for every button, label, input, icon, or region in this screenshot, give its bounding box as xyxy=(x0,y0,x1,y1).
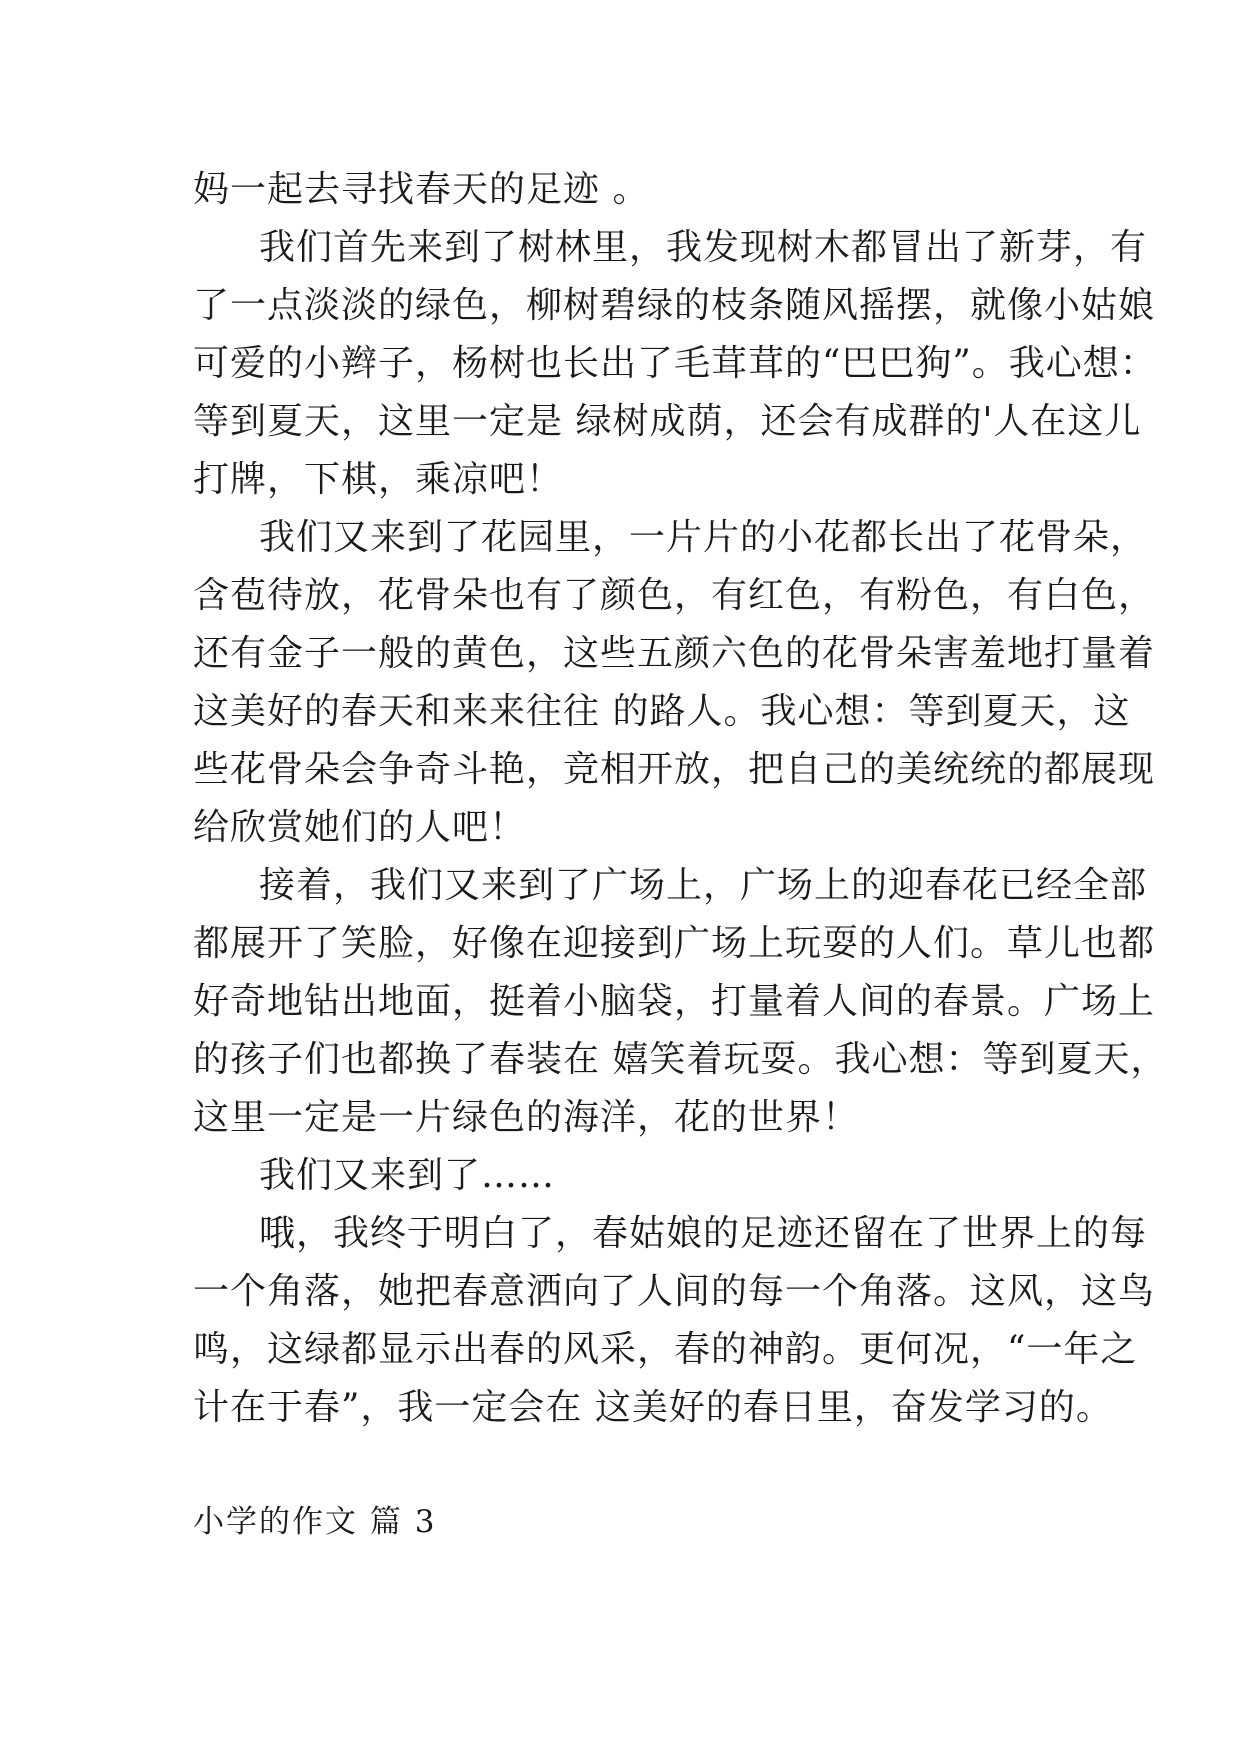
paragraph-line: 一个角落，她把春意洒向了人间的每一个角落。这风，这鸟 xyxy=(193,1271,1156,1312)
paragraph-line: 这美好的春天和来来往往 的路人。我心想：等到夏天，这 xyxy=(193,691,1131,732)
paragraph-line: 还有金子一般的黄色，这些五颜六色的花骨朵害羞地打量着 xyxy=(193,633,1156,674)
paragraph-line: 我们首先来到了树林里，我发现树木都冒出了新芽，有 xyxy=(259,227,1148,268)
paragraph-line: 都展开了笑脸，好像在迎接到广场上玩耍的人们。草儿也都 xyxy=(193,923,1156,964)
paragraph-line: 好奇地钻出地面，挺着小脑袋，打量着人间的春景。广场上 xyxy=(193,981,1156,1022)
paragraph-line: 给欣赏她们的人吧！ xyxy=(193,807,527,848)
paragraph-line: 我们又来到了…… xyxy=(259,1155,556,1196)
paragraph-line: 等到夏天，这里一定是 绿树成荫，还会有成群的'人在这儿 xyxy=(193,401,1142,442)
paragraph-line: 含苞待放，花骨朵也有了颜色，有红色，有粉色，有白色， xyxy=(193,575,1156,616)
paragraph-line: 些花骨朵会争奇斗艳，竞相开放，把自己的美统统的都展现 xyxy=(193,749,1156,790)
paragraph-line: 我们又来到了花园里，一片片的小花都长出了花骨朵， xyxy=(259,517,1148,558)
paragraph-line: 打牌，下棋，乘凉吧！ xyxy=(193,459,564,500)
paragraph-line: 可爱的小辫子，杨树也长出了毛茸茸的“巴巴狗”。我心想： xyxy=(193,343,1157,384)
paragraph-line: 哦，我终于明白了，春姑娘的足迹还留在了世界上的每 xyxy=(259,1213,1148,1254)
paragraph-line: 接着，我们又来到了广场上，广场上的迎春花已经全部 xyxy=(259,865,1148,906)
paragraph-line: 的孩子们也都换了春装在 嬉笑着玩耍。我心想：等到夏天， xyxy=(193,1039,1168,1080)
paragraph-line: 了一点淡淡的绿色，柳树碧绿的枝条随风摇摆，就像小姑娘 xyxy=(193,285,1156,326)
section-heading: 小学的作文 篇 3 xyxy=(193,1504,437,1540)
paragraph-line: 妈一起去寻找春天的足迹 。 xyxy=(193,169,650,210)
paragraph-line: 鸣，这绿都显示出春的风采，春的神韵。更何况，“一年之 xyxy=(193,1329,1138,1370)
paragraph-line: 计在于春”，我一定会在 这美好的春日里，奋发学习的。 xyxy=(193,1387,1113,1428)
paragraph-line: 这里一定是一片绿色的海洋，花的世界！ xyxy=(193,1097,860,1138)
